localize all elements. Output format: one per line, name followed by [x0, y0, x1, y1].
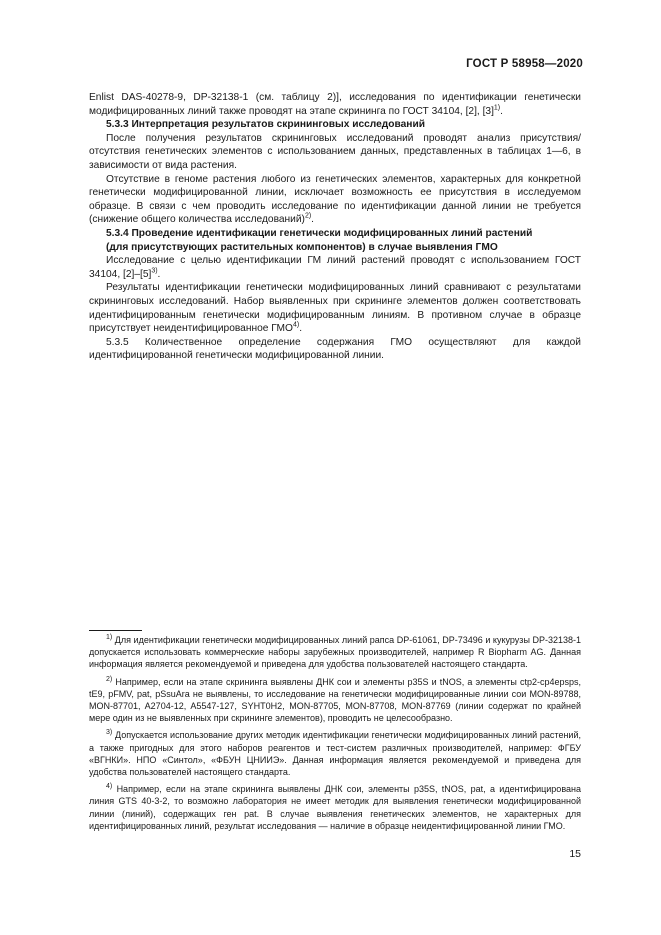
section-heading-5-3-3: 5.3.3 Интерпретация результатов скрининговых исследований [106, 119, 425, 131]
footnote-4: $^{4)}$ Например, если на этапе скрининга выявлены ДНК сои, элементы p35S, tNOS, pat, а идентифицирована линия GTS 40-3-2, то возможно лаборатория не имеет методик для выявления генетически модифицированной линии (линий), содержащих ген pat. В случае выявления генетических элементов, не характерных для идентифицированных линий, результат исследования — наличие в образце неидентифицированной линии ГМО. [89, 783, 581, 831]
main-text [89, 91, 581, 363]
footnotes [89, 634, 581, 837]
footnote-ref-4[interactable]: 4) [292, 321, 300, 329]
paragraph-absence: Отсутствие в геноме растения любого из генетических элементов, характерных для конкретной генетически модифицированной линии, исключает возможность ее присутствия в исследуемом образце. В связи с чем проводить исследование по идентификации данной линии не требуется (снижение общего количества исследований)$^{2)}$. [89, 173, 581, 226]
paragraph-results: Результаты идентификации генетически модифицированных линий сравнивают с результатами скрининговых исследований. Набор выявленных при скрининге элементов должен соответствовать идентифицированным генетически модифицированным линиям. В противном случае в образце присутствует неидентифицированное ГМО$^{4)}$. [89, 282, 581, 335]
paragraph-identification: Исследование с целью идентификации ГМ линий растений проводят с использованием ГОСТ 34104, $[2]-[5]^{3)}$. [89, 255, 581, 280]
paragraph-quantitative: 5.3.5 Количественное определение содержания ГМО осуществляют для каждой идентифицированной генетически модифицированной линии. [89, 336, 581, 362]
footnote-3: $^{3)}$ Допускается использование других методик идентификации генетически модифицированных линий растений, а также пригодных для этого наборов реагентов и тест-систем различных производителей, например: ФГБУ «ВГНКИ». НПО «Синтол», «ФБУН ЦНИИЭ». Данная информация является рекомендуемой и приведена для удобства пользователей настоящего стандарта. [89, 729, 581, 778]
section-heading-5-3-4: 5.3.4 Проведение идентификации генетически модифицированных линий растений (для присутствующих растительных компонентов) в случае выявления ГМО [106, 227, 533, 253]
paragraph-analysis: После получения результатов скрининговых исследований проводят анализ присутствия/отсутствия генетических элементов с использованием данных, представленных в таблицах 1—6, в зависимости от вида растения. [89, 132, 581, 171]
page-number: 15 [569, 848, 581, 860]
document-standard-number: ГОСТ Р 58958—2020 [466, 58, 583, 70]
footnote-ref-3[interactable]: 3) [151, 267, 158, 275]
footnote-1: $^{1)}$ Для идентификации генетически модифицированных линий рапса DP-61061, DP-73496 и кукурузы DP-32138-1 допускается использовать коммерческие наборы зарубежных производителей, например R Biopharm AG. Данная информация является рекомендуемой и приведена для удобства пользователей настоящего стандарта. [89, 634, 581, 670]
paragraph-continuation: Enlist DAS-40278-9, DP-32138-1 (см. таблицу 2)], исследования по идентификации генетически модифицированных линий также проводят на этапе скрининга по ГОСТ 34104, [2], $[3]^{1)}$. [89, 92, 581, 117]
footnote-2: $^{2)}$ Например, если на этапе скрининга выявлены ДНК сои и элементы p35S и tNOS, а элементы ctp2-cp4epsps, tE9, pFMV, pat, pSsuAra не выявлены, то исследование на генетически модифицированные линии сои MON-89788, MON-87701, A2704-12, A5547-127, SYHT0H2, MON-87705, MON-87708, MON-87769 (линии содержат по крайней мере один из не выявленных при скрининге элементов), проводить не целесообразно. [89, 675, 581, 724]
footnote-ref-1[interactable]: 1) [493, 104, 501, 112]
footnote-divider [89, 630, 142, 631]
footnote-ref-2[interactable]: 2) [304, 212, 312, 220]
